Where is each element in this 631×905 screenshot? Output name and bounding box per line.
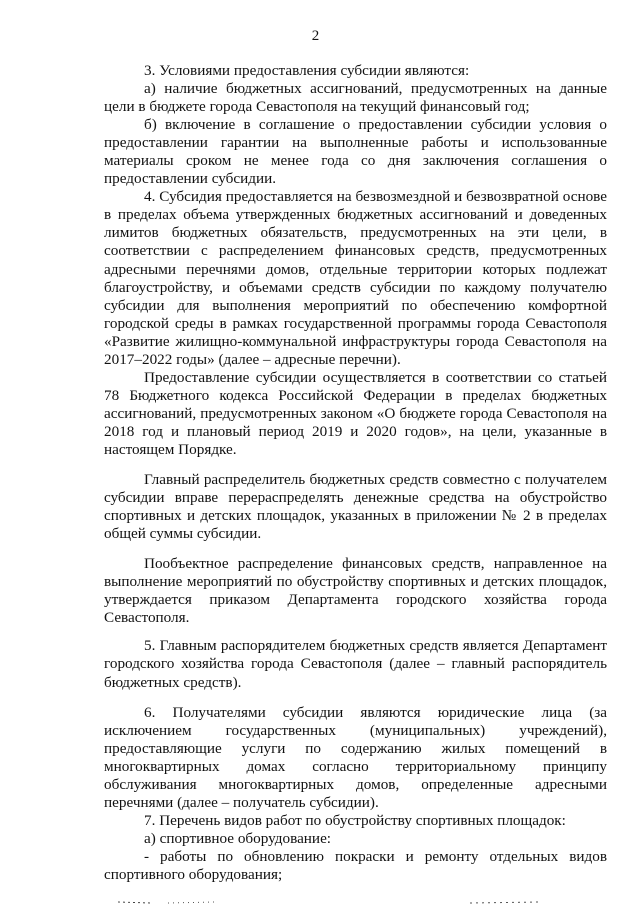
- paragraph-subsidy-basis: 4. Субсидия предоставляется на безвозмездной и безвозвратной основе в пределах объема утвержденных бюджетных ассигнований и доведенных лимитов бюджетных обязательств, предусмотренных на эти цели, в соответствии с распределением финансовых средств, предусмотренных адресными перечнями домов, отдельные территории которых подлежат благоустройству, и объемами средств субсидии по каждому получателю субсидии для выполнения мероприятий по обеспечению комфортной городской среды в рамках государственной программы города Севастополя «Развитие жилищно-коммунальной инфраструктуры города Севастополя на 2017–2022 годы» (далее – адресные перечни).: [104, 188, 607, 368]
- page-number: 2: [311, 28, 320, 44]
- paragraph-sports-equipment: а) спортивное оборудование:: [144, 829, 332, 847]
- paragraph-condition-a: а) наличие бюджетных ассигнований, предусмотренных на данные цели в бюджете города Севастополя на текущий финансовый год;: [104, 80, 607, 116]
- paragraph-object-distribution: Пообъектное распределение финансовых средств, направленное на выполнение мероприятий по обустройству спортивных и детских площадок, утверждается приказом Департамента городского хозяйства города Севастополя.: [104, 555, 607, 627]
- scan-edge-marks: [0, 895, 631, 905]
- paragraph-conditions-heading: 3. Условиями предоставления субсидии являются:: [144, 62, 470, 79]
- paragraph-redistribution: Главный распределитель бюджетных средств совместно с получателем субсидии вправе перераспределять денежные средства на обустройство спортивных и детских площадок, указанных в приложении № 2 в пределах общей суммы субсидии.: [104, 471, 607, 543]
- document-body: [104, 62, 607, 884]
- paragraph-painting-repair: - работы по обновлению покраски и ремонту отдельных видов спортивного оборудования;: [104, 847, 607, 883]
- paragraph-budget-code: Предоставление субсидии осуществляется в соответствии со статьей 78 Бюджетного кодекса Российской Федерации в пределах бюджетных ассигнований, предусмотренных законом «О бюджете города Севастополя на 2018 год и плановый период 2019 и 2020 годов», на цели, указанные в настоящем Порядке.: [104, 368, 607, 458]
- paragraph-condition-b: б) включение в соглашение о предоставлении субсидии условия о предоставлении гарантии на выполненные работы и использованные материалы сроком не менее года со дня заключения соглашения о предоставлении субсидии.: [104, 116, 607, 188]
- paragraph-chief-administrator: 5. Главным распорядителем бюджетных средств является Департамент городского хозяйства города Севастополя (далее – главный распорядитель бюджетных средств).: [104, 637, 607, 691]
- paragraph-works-list: 7. Перечень видов работ по обустройству спортивных площадок:: [144, 811, 566, 829]
- paragraph-recipients: 6. Получателями субсидии являются юридические лица (за исключением государственных (муниципальных) учреждений), предоставляющие услуги по содержанию жилых помещений в многоквартирных домах согласно территориальному принципу обслуживания многоквартирных домов, определенные адресными перечнями (далее – получатель субсидии).: [104, 703, 607, 811]
